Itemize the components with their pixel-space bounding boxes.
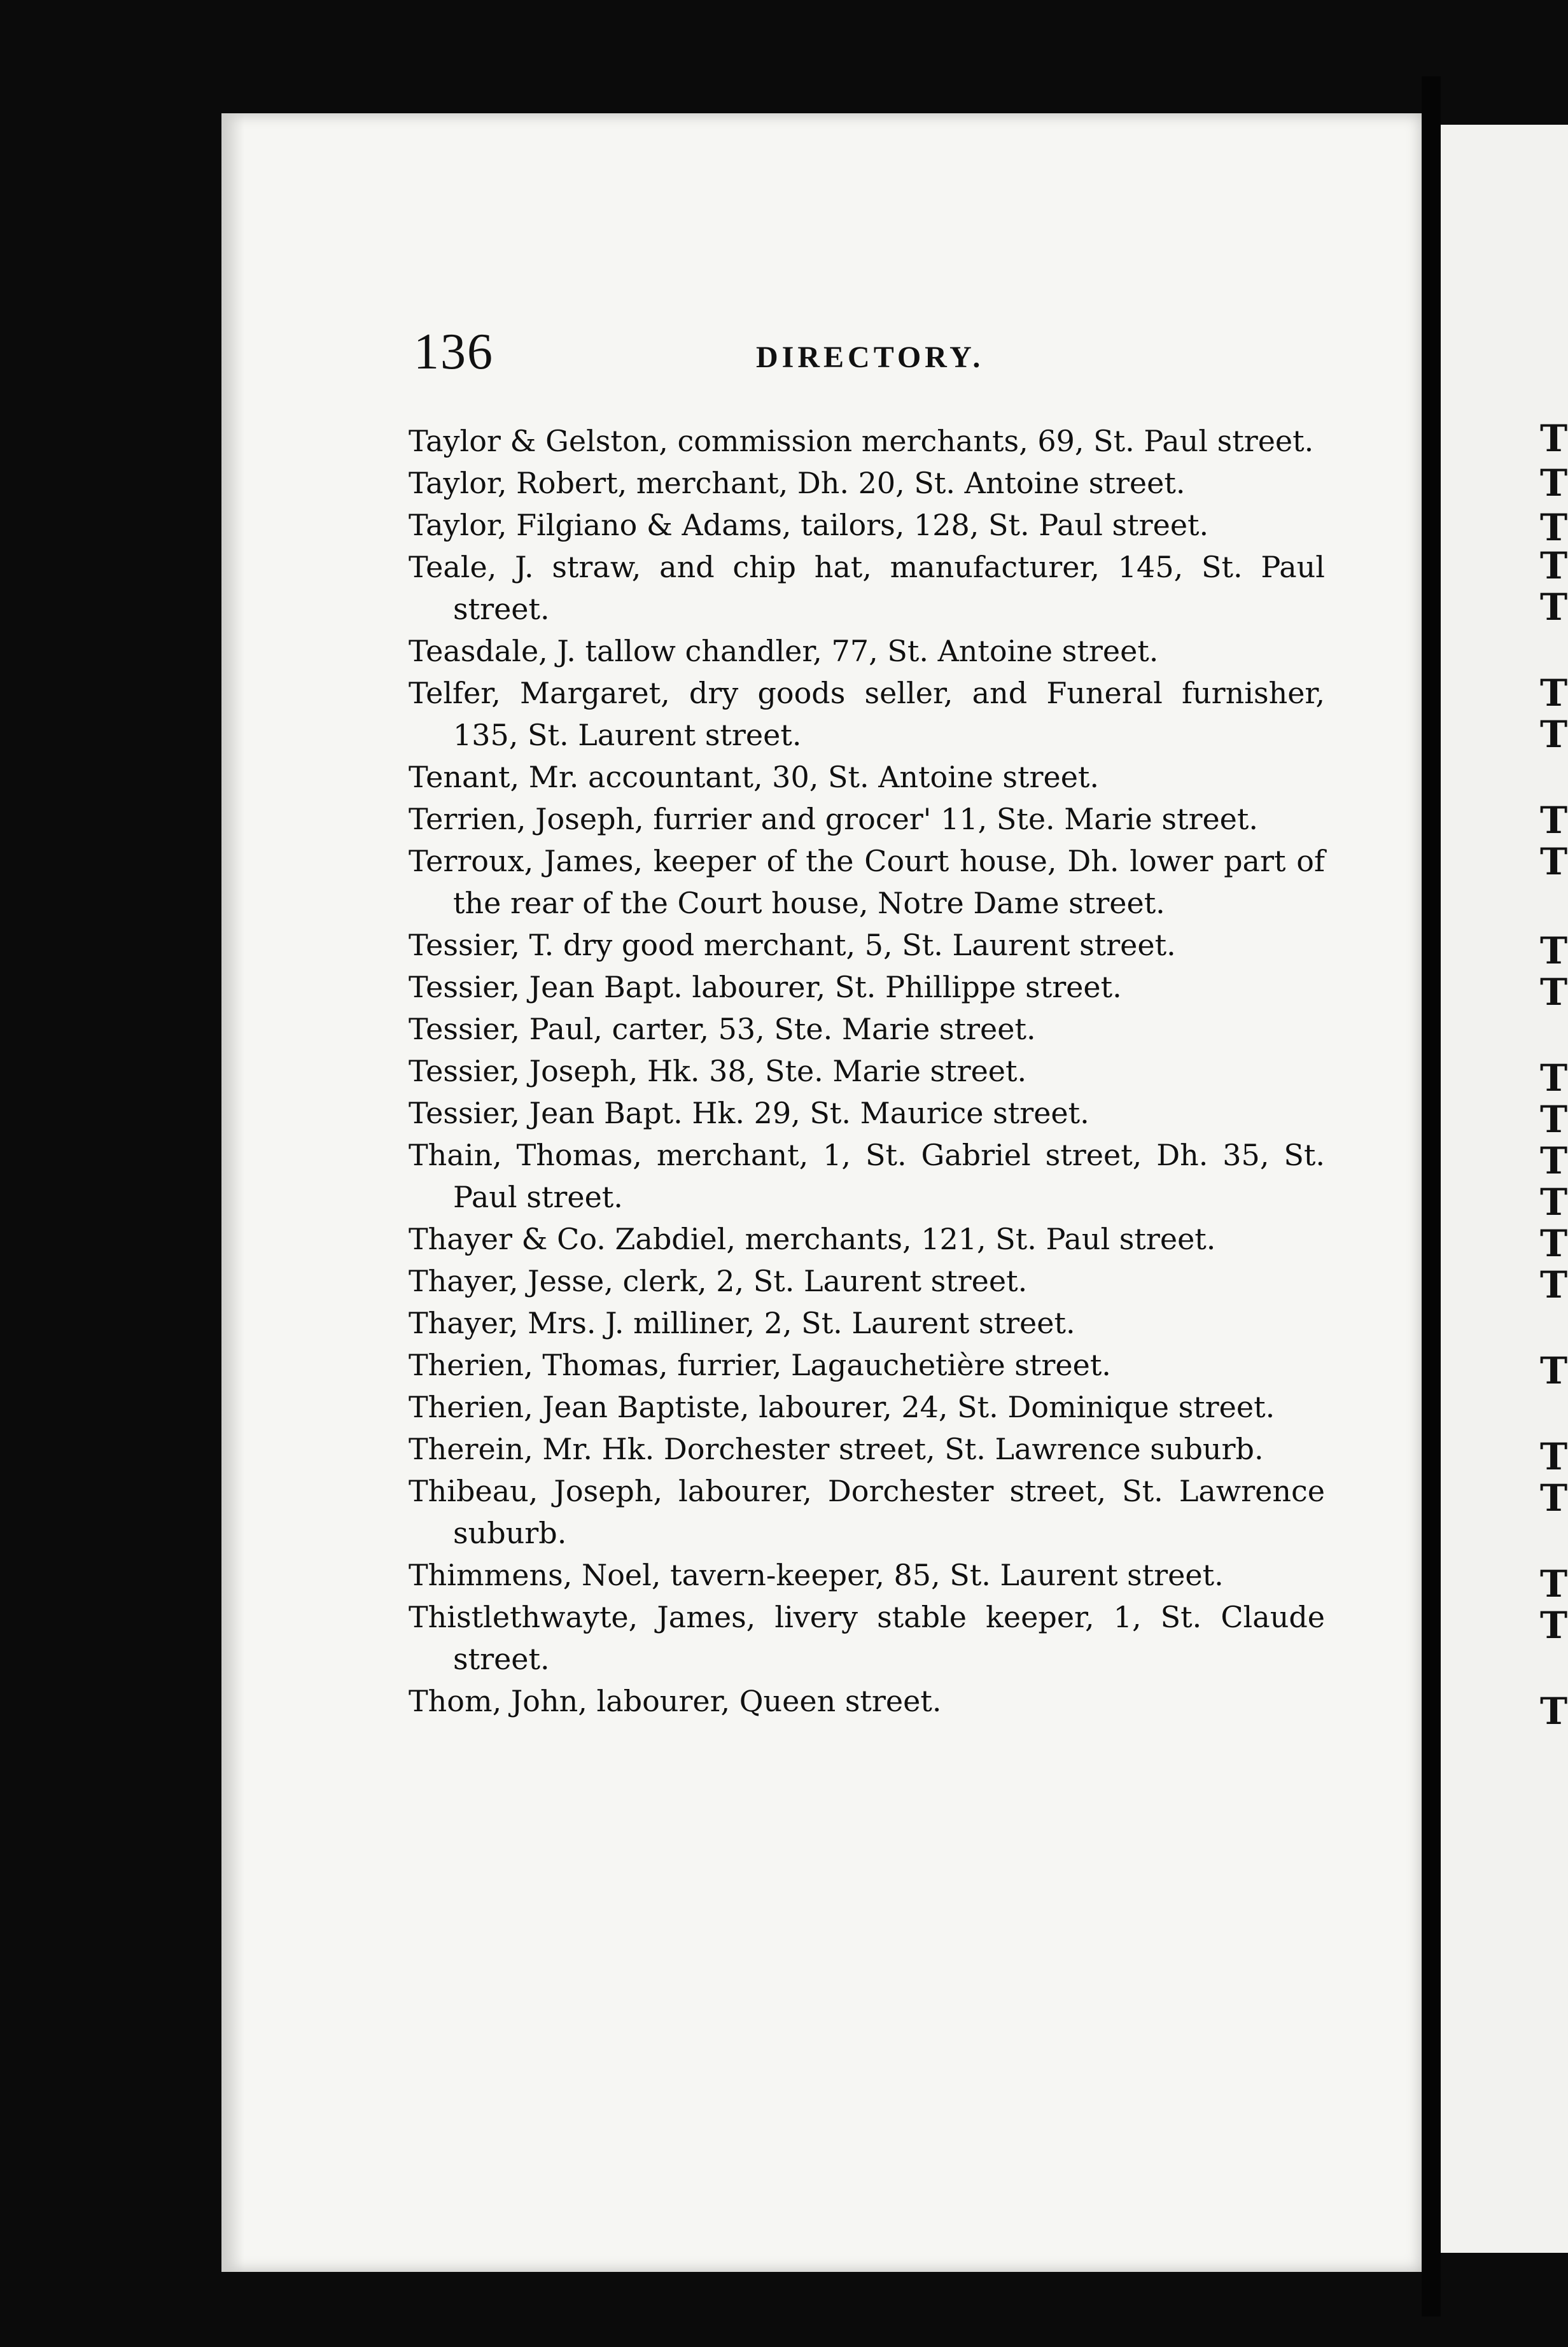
directory-entry: Thibeau, Joseph, labourer, Dorchester street, St. Lawrence suburb. [409, 1474, 1325, 1550]
next-page-letter: T [1540, 1349, 1568, 1392]
book-gutter [1422, 76, 1441, 2316]
next-page-letter: T [1540, 461, 1568, 505]
next-page-letter: T [1540, 1562, 1568, 1606]
directory-entry: Therein, Mr. Hk. Dorchester street, St. Lawrence suburb. [409, 1432, 1264, 1466]
next-page-letter: T [1540, 585, 1568, 629]
next-page-letter: T [1540, 1435, 1568, 1478]
next-page-letter: T [1540, 417, 1568, 460]
directory-entry: Thom, John, labourer, Queen street. [409, 1684, 942, 1718]
next-page-letter: T [1540, 1476, 1568, 1520]
directory-entry: Tessier, Jean Bapt. Hk. 29, St. Maurice street. [409, 1096, 1089, 1130]
directory-entry: Tessier, Joseph, Hk. 38, Ste. Marie street. [409, 1054, 1027, 1088]
next-page-letter: T [1540, 713, 1568, 756]
directory-entry: Telfer, Margaret, dry goods seller, and Funeral furnisher, 135, St. Laurent street. [409, 676, 1325, 752]
directory-entry: Thain, Thomas, merchant, 1, St. Gabriel street, Dh. 35, St. Paul street. [409, 1138, 1325, 1214]
directory-entry: Teasdale, J. tallow chandler, 77, St. Antoine street. [409, 634, 1159, 668]
directory-entry: Terrien, Joseph, furrier and grocer' 11, Ste. Marie street. [409, 802, 1259, 836]
directory-entry: Taylor, Robert, merchant, Dh. 20, St. Antoine street. [409, 466, 1186, 500]
next-page-letter: T [1540, 671, 1568, 715]
next-page-letter: T [1540, 799, 1568, 842]
directory-entry: Tessier, T. dry good merchant, 5, St. Laurent street. [409, 928, 1176, 962]
directory-entry: Thistlethwayte, James, livery stable keeper, 1, St. Claude street. [409, 1600, 1325, 1676]
next-page-letter: T [1540, 1222, 1568, 1265]
directory-entry: Thayer & Co. Zabdiel, merchants, 121, St. Paul street. [409, 1222, 1216, 1256]
next-page-letter: T [1540, 1181, 1568, 1224]
next-page-letter: T [1540, 1098, 1568, 1141]
directory-entry: Teale, J. straw, and chip hat, manufacturer, 145, St. Paul street. [409, 550, 1325, 626]
running-head-title: DIRECTORY. [756, 340, 984, 374]
directory-entry: Tessier, Jean Bapt. labourer, St. Phillippe street. [409, 970, 1122, 1004]
directory-entry: Taylor & Gelston, commission merchants, 69, St. Paul street. [409, 424, 1314, 458]
next-page-letter: T [1540, 1604, 1568, 1647]
directory-entry: Taylor, Filgiano & Adams, tailors, 128, St. Paul street. [409, 508, 1209, 542]
directory-entry: Thayer, Mrs. J. milliner, 2, St. Laurent street. [409, 1306, 1075, 1340]
directory-entry: Therien, Thomas, furrier, Lagauchetière street. [409, 1348, 1111, 1382]
next-page-letter: T [1540, 506, 1568, 549]
page-edge-shadow [221, 113, 244, 2272]
next-page-letter: T [1540, 1056, 1568, 1100]
directory-entry: Thimmens, Noel, tavern-keeper, 85, St. Laurent street. [409, 1558, 1224, 1592]
directory-entry: Tenant, Mr. accountant, 30, St. Antoine street. [409, 760, 1100, 794]
next-page-letter: T [1540, 840, 1568, 883]
next-page-letter: T [1540, 970, 1568, 1014]
page-number: 136 [414, 324, 494, 380]
next-page-letter: T [1540, 1139, 1568, 1182]
directory-entry: Terroux, James, keeper of the Court house, Dh. lower part of the rear of the Court house, Notre Dame street. [409, 844, 1325, 920]
directory-entries [409, 420, 1325, 1722]
next-page-letter: T [1540, 929, 1568, 972]
directory-entry: Tessier, Paul, carter, 53, Ste. Marie street. [409, 1012, 1036, 1046]
next-page-letter: T [1540, 1263, 1568, 1307]
directory-entry: Thayer, Jesse, clerk, 2, St. Laurent street. [409, 1264, 1028, 1298]
directory-entry: Therien, Jean Baptiste, labourer, 24, St. Dominique street. [409, 1390, 1275, 1424]
next-page-letter: T [1540, 544, 1568, 587]
next-page-letter: T [1540, 1690, 1568, 1733]
